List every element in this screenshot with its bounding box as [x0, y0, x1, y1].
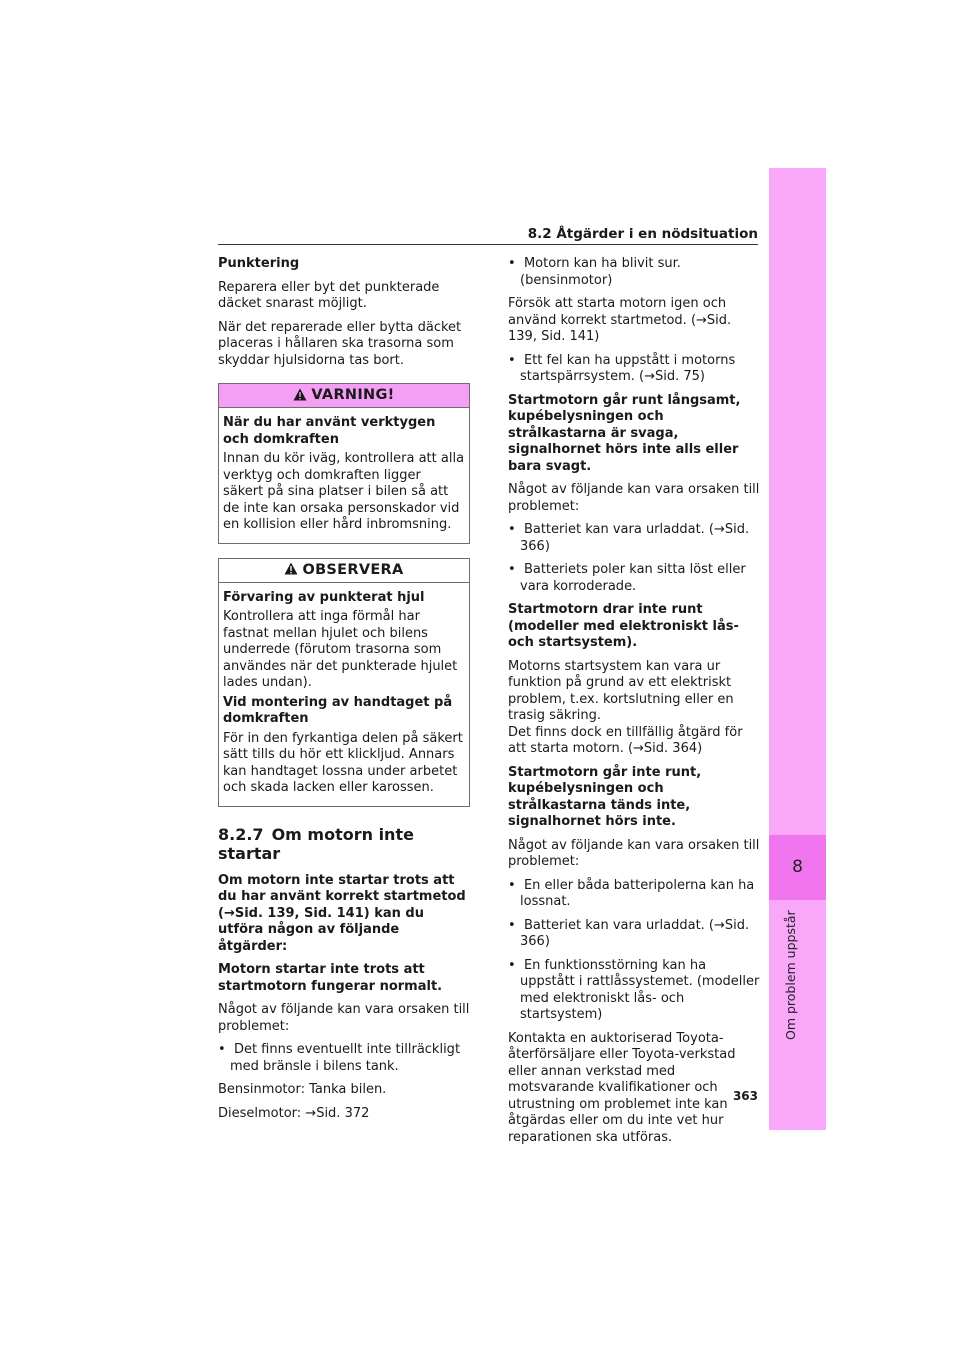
section-title: Om motorn inte startar	[218, 824, 414, 863]
bullet-item: • Motorn kan ha blivit sur. (bensinmotor)	[508, 256, 681, 288]
observera-subheading: Förvaring av punkterat hjul	[223, 589, 425, 605]
section-header: 8.2 Åtgärder i en nödsituation	[527, 226, 758, 242]
warning-title: VARNING!	[311, 387, 395, 404]
right-column	[508, 256, 760, 1153]
page-number: 363	[732, 1089, 758, 1103]
bullet-item: • Det finns eventuellt inte tillräckligt med bränsle i bilens tank.	[218, 1042, 461, 1074]
bullet-item: • Batteriet kan vara urladdat. (→Sid. 366)	[508, 522, 750, 554]
paragraph: Motorns startsystem kan vara ur funktion på grund av ett elektriskt problem, t.ex. kortslutning eller en trasig säkring.	[508, 658, 734, 723]
paragraph: Reparera eller byt det punkterade däcket snarast möjligt.	[218, 279, 440, 311]
bullet-item: • En funktionsstörning kan ha uppstått i rattlåssystemet. (modeller med elektroniskt lås- och startsystem)	[508, 957, 760, 1022]
intro-bold: Om motorn inte startar trots att du har använt korrekt startmetod (→Sid. 139, Sid. 141) kan du utföra någon av följande åtgärder:	[218, 872, 466, 954]
paragraph: Bensinmotor: Tanka bilen.	[218, 1082, 387, 1097]
paragraph: Det finns dock en tillfällig åtgärd för att starta motorn. (→Sid. 364)	[508, 724, 743, 756]
paragraph: Något av följande kan vara orsaken till problemet:	[508, 482, 760, 514]
caution-triangle-icon	[284, 562, 298, 578]
chapter-label: Om problem uppstår	[783, 910, 798, 1040]
bullet-item: • En eller båda batteripolerna kan ha lossnat.	[508, 877, 755, 909]
bullet-item: • Batteriet kan vara urladdat. (→Sid. 366)	[508, 917, 750, 949]
warning-header	[219, 384, 469, 408]
paragraph: Kontakta en auktoriserad Toyota-återförsäljare eller Toyota-verkstad eller annan verkstad med motsvarande kvalifikationer och utrustning om problemet inte kan åtgärdas eller om du inte vet hur reparationen ska utföras.	[508, 1030, 736, 1145]
paragraph: Försök att starta motorn igen och använd korrekt startmetod. (→Sid. 139, Sid. 141)	[508, 296, 732, 344]
subheading: Startmotorn drar inte runt (modeller med elektroniskt lås- och startsystem).	[508, 602, 739, 650]
chapter-number: 8	[769, 835, 826, 900]
bullet-item: • Ett fel kan ha uppstått i motorns startspärrsystem. (→Sid. 75)	[508, 352, 736, 384]
section-number: 8.2.7	[218, 824, 264, 844]
subheading: Startmotorn går inte runt, kupébelysningen och strålkastarna tänds inte, signalhornet hörs inte.	[508, 764, 702, 829]
observera-title: OBSERVERA	[302, 561, 404, 578]
section-heading	[218, 825, 470, 863]
paragraph: Något av följande kan vara orsaken till problemet:	[218, 1002, 470, 1034]
heading-punktering: Punktering	[218, 256, 300, 271]
observera-subheading: Vid montering av handtaget på domkraften	[223, 694, 453, 726]
subheading: Motorn startar inte trots att startmotorn fungerar normalt.	[218, 962, 443, 994]
observera-box	[218, 558, 470, 807]
warning-subheading: När du har använt verktygen och domkraften	[223, 415, 436, 447]
warning-text: Innan du kör iväg, kontrollera att alla verktyg och domkraften ligger säkert på sina platser i bilen så att de inte kan orsaka personskador vid en kollision eller hård inbromsning.	[223, 451, 465, 532]
paragraph: När det reparerade eller bytta däcket placeras i hållaren ska trasorna som skyddar hjulsidorna tas bort.	[218, 319, 462, 368]
warning-box	[218, 383, 470, 544]
observera-text: Kontrollera att inga förmål har fastnat mellan hjulet och bilens underrede (förutom trasorna som användes när det punkterade hjulet lades undan).	[223, 609, 458, 690]
observera-header	[219, 559, 469, 583]
paragraph: Något av följande kan vara orsaken till problemet:	[508, 837, 760, 869]
subheading: Startmotorn går runt långsamt, kupébelysningen och strålkastarna är svaga, signalhornet hörs inte alls eller bara svagt.	[508, 392, 741, 474]
warning-triangle-icon	[293, 388, 307, 404]
left-column	[218, 256, 470, 1129]
header-rule	[218, 244, 758, 245]
observera-text: För in den fyrkantiga delen på säkert sätt tills du hör ett klickljud. Annars kan handtaget lossna under arbetet och skada lacken eller karossen.	[223, 730, 463, 795]
bullet-item: • Batteriets poler kan sitta löst eller vara korroderade.	[508, 562, 746, 594]
paragraph: Dieselmotor: →Sid. 372	[218, 1105, 370, 1121]
